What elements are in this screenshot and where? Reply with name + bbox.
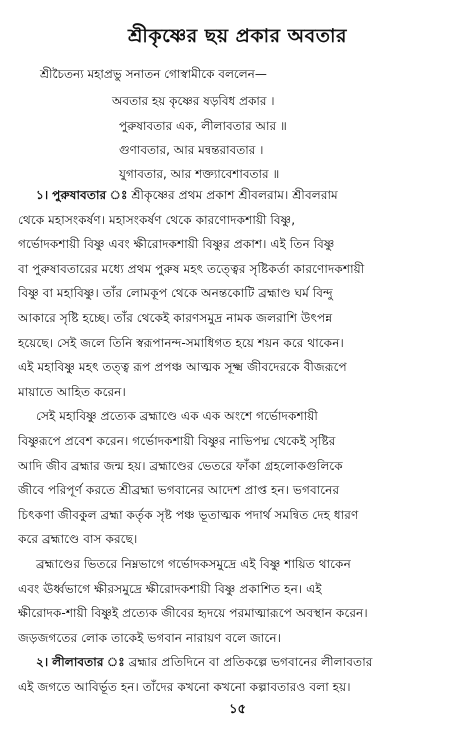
text-line: ক্ষীরোদক-শায়ী বিষ্ণুই প্রত্যেক জীবের হৃদয়ে পরমাত্মারূপে অবস্থান করেন।	[18, 606, 368, 621]
section2-first-text: ব্রহ্মার প্রতিদিনে বা প্রতিকল্পে ভগবানের লীলাবতার	[128, 655, 373, 670]
section2-heading: লীলাবতার ঃ	[52, 655, 125, 670]
section2-number: ২।	[36, 655, 49, 670]
section1-number: ১।	[36, 188, 49, 202]
text-line: বিষ্ণুরূপে প্রবেশ করেন। গর্ভোদকশায়ী বিষ্ণুর নাভিপদ্ম থেকেই সৃষ্টির	[18, 433, 336, 448]
section2-first-line	[18, 650, 463, 675]
text-line: এই মহাবিষ্ণু মহৎ তত্ত্ব রূপ প্রপঞ্চ আত্মক সূক্ষ্ম জীবদেরকে বীজরূপে	[18, 360, 347, 375]
section1-heading: পুরুষাবতার ঃ	[52, 188, 128, 202]
verse-line: অবতার হয় কৃষ্ণের ষড়বিধ প্রকার ।	[112, 94, 275, 108]
text-line: এবং ঊর্ধ্বভাগে ক্ষীরসমুদ্রে ক্ষীরোদকশায়ী বিষ্ণু প্রকাশিত হন। এই	[18, 581, 322, 596]
text-line: ব্রহ্মাণ্ডের ভিতরে নিম্নভাগে গর্ভোদকসমুদ্রে এই বিষ্ণু শায়িত থাকেন	[36, 556, 351, 571]
verse-line: গুণাবতার, আর মন্বন্তরাবতার ।	[119, 143, 264, 157]
text-line: আকারে সৃষ্টি হচ্ছে। তাঁর থেকেই কারণসমুদ্র নামক জলরাশি উৎপন্ন	[18, 310, 333, 325]
section1-first-text: শ্রীকৃষ্ণের প্রথম প্রকাশ শ্রীবলরাম। শ্রীবলরাম	[131, 188, 338, 202]
text-line: চিৎকণা জীবকুল ব্রহ্মা কর্তৃক সৃষ্ট পঞ্চ ভূতাত্মক পদার্থ সমন্বিত দেহ ধারণ	[18, 507, 359, 522]
text-line: মায়াতে আহিত করেন।	[18, 384, 126, 399]
section1-first-line	[18, 183, 463, 208]
body-text	[18, 183, 463, 699]
text-line: জড়জগতের লোক তাকেই ভগবান নারায়ণ বলে জানে।	[18, 630, 281, 645]
text-line: এই জগতে আবির্ভূত হন। তাঁদের কখনো কখনো কল্পাবতারও বলা হয়।	[18, 679, 351, 694]
text-line: জীবে পরিপূর্ণ করতে শ্রীব্রহ্মা ভগবানের আদেশ প্রাপ্ত হন। ভগবানের	[18, 483, 340, 498]
text-line: গর্ভোদকশায়ী বিষ্ণু এবং ক্ষীরোদকশায়ী বিষ্ণুর প্রকাশ। এই তিন বিষ্ণু	[18, 237, 335, 252]
text-line: বিষ্ণু বা মহাবিষ্ণু। তাঁর লোমকূপ থেকে অনন্তকোটি ব্রহ্মাণ্ড ঘর্ম বিন্দু	[18, 286, 333, 301]
verse-line: পুরুষাবতার এক, লীলাবতার আর ॥	[119, 119, 287, 133]
page-number: ১৫	[229, 702, 246, 717]
text-line: হয়েছে। সেই জলে তিনি স্বরূপানন্দ-সমাধিগত হয়ে শয়ন করে থাকেন।	[18, 335, 344, 350]
verse-line: যুগাবতার, আর শক্ত্যাবেশাবতার ॥	[119, 167, 280, 181]
intro-line: শ্রীচৈতন্য মহাপ্রভু সনাতন গোস্বামীকে বললেন—	[40, 67, 267, 81]
text-line: আদি জীব ব্রহ্মার জন্ম হয়। ব্রহ্মাণ্ডের ভেতরে ফাঁকা গ্রহলোকগুলিকে	[18, 458, 343, 473]
text-line: সেই মহাবিষ্ণু প্রত্যেক ব্রহ্মাণ্ডে এক এক অংশে গর্ভোদকশায়ী	[36, 409, 318, 424]
page-title: শ্রীকৃষ্ণের ছয় প্রকার অবতার	[128, 25, 347, 47]
text-line: করে ব্রহ্মাণ্ডে বাস করছে।	[18, 532, 138, 547]
text-line: থেকে মহাসংকর্ষণ। মহাসংকর্ষণ থেকে কারণোদকশায়ী বিষ্ণু,	[18, 212, 296, 227]
text-line: বা পুরুষাবতারের মধ্যে প্রথম পুরুষ মহৎ তত্ত্বের সৃষ্টিকর্তা কারণোদকশায়ী	[18, 261, 365, 276]
